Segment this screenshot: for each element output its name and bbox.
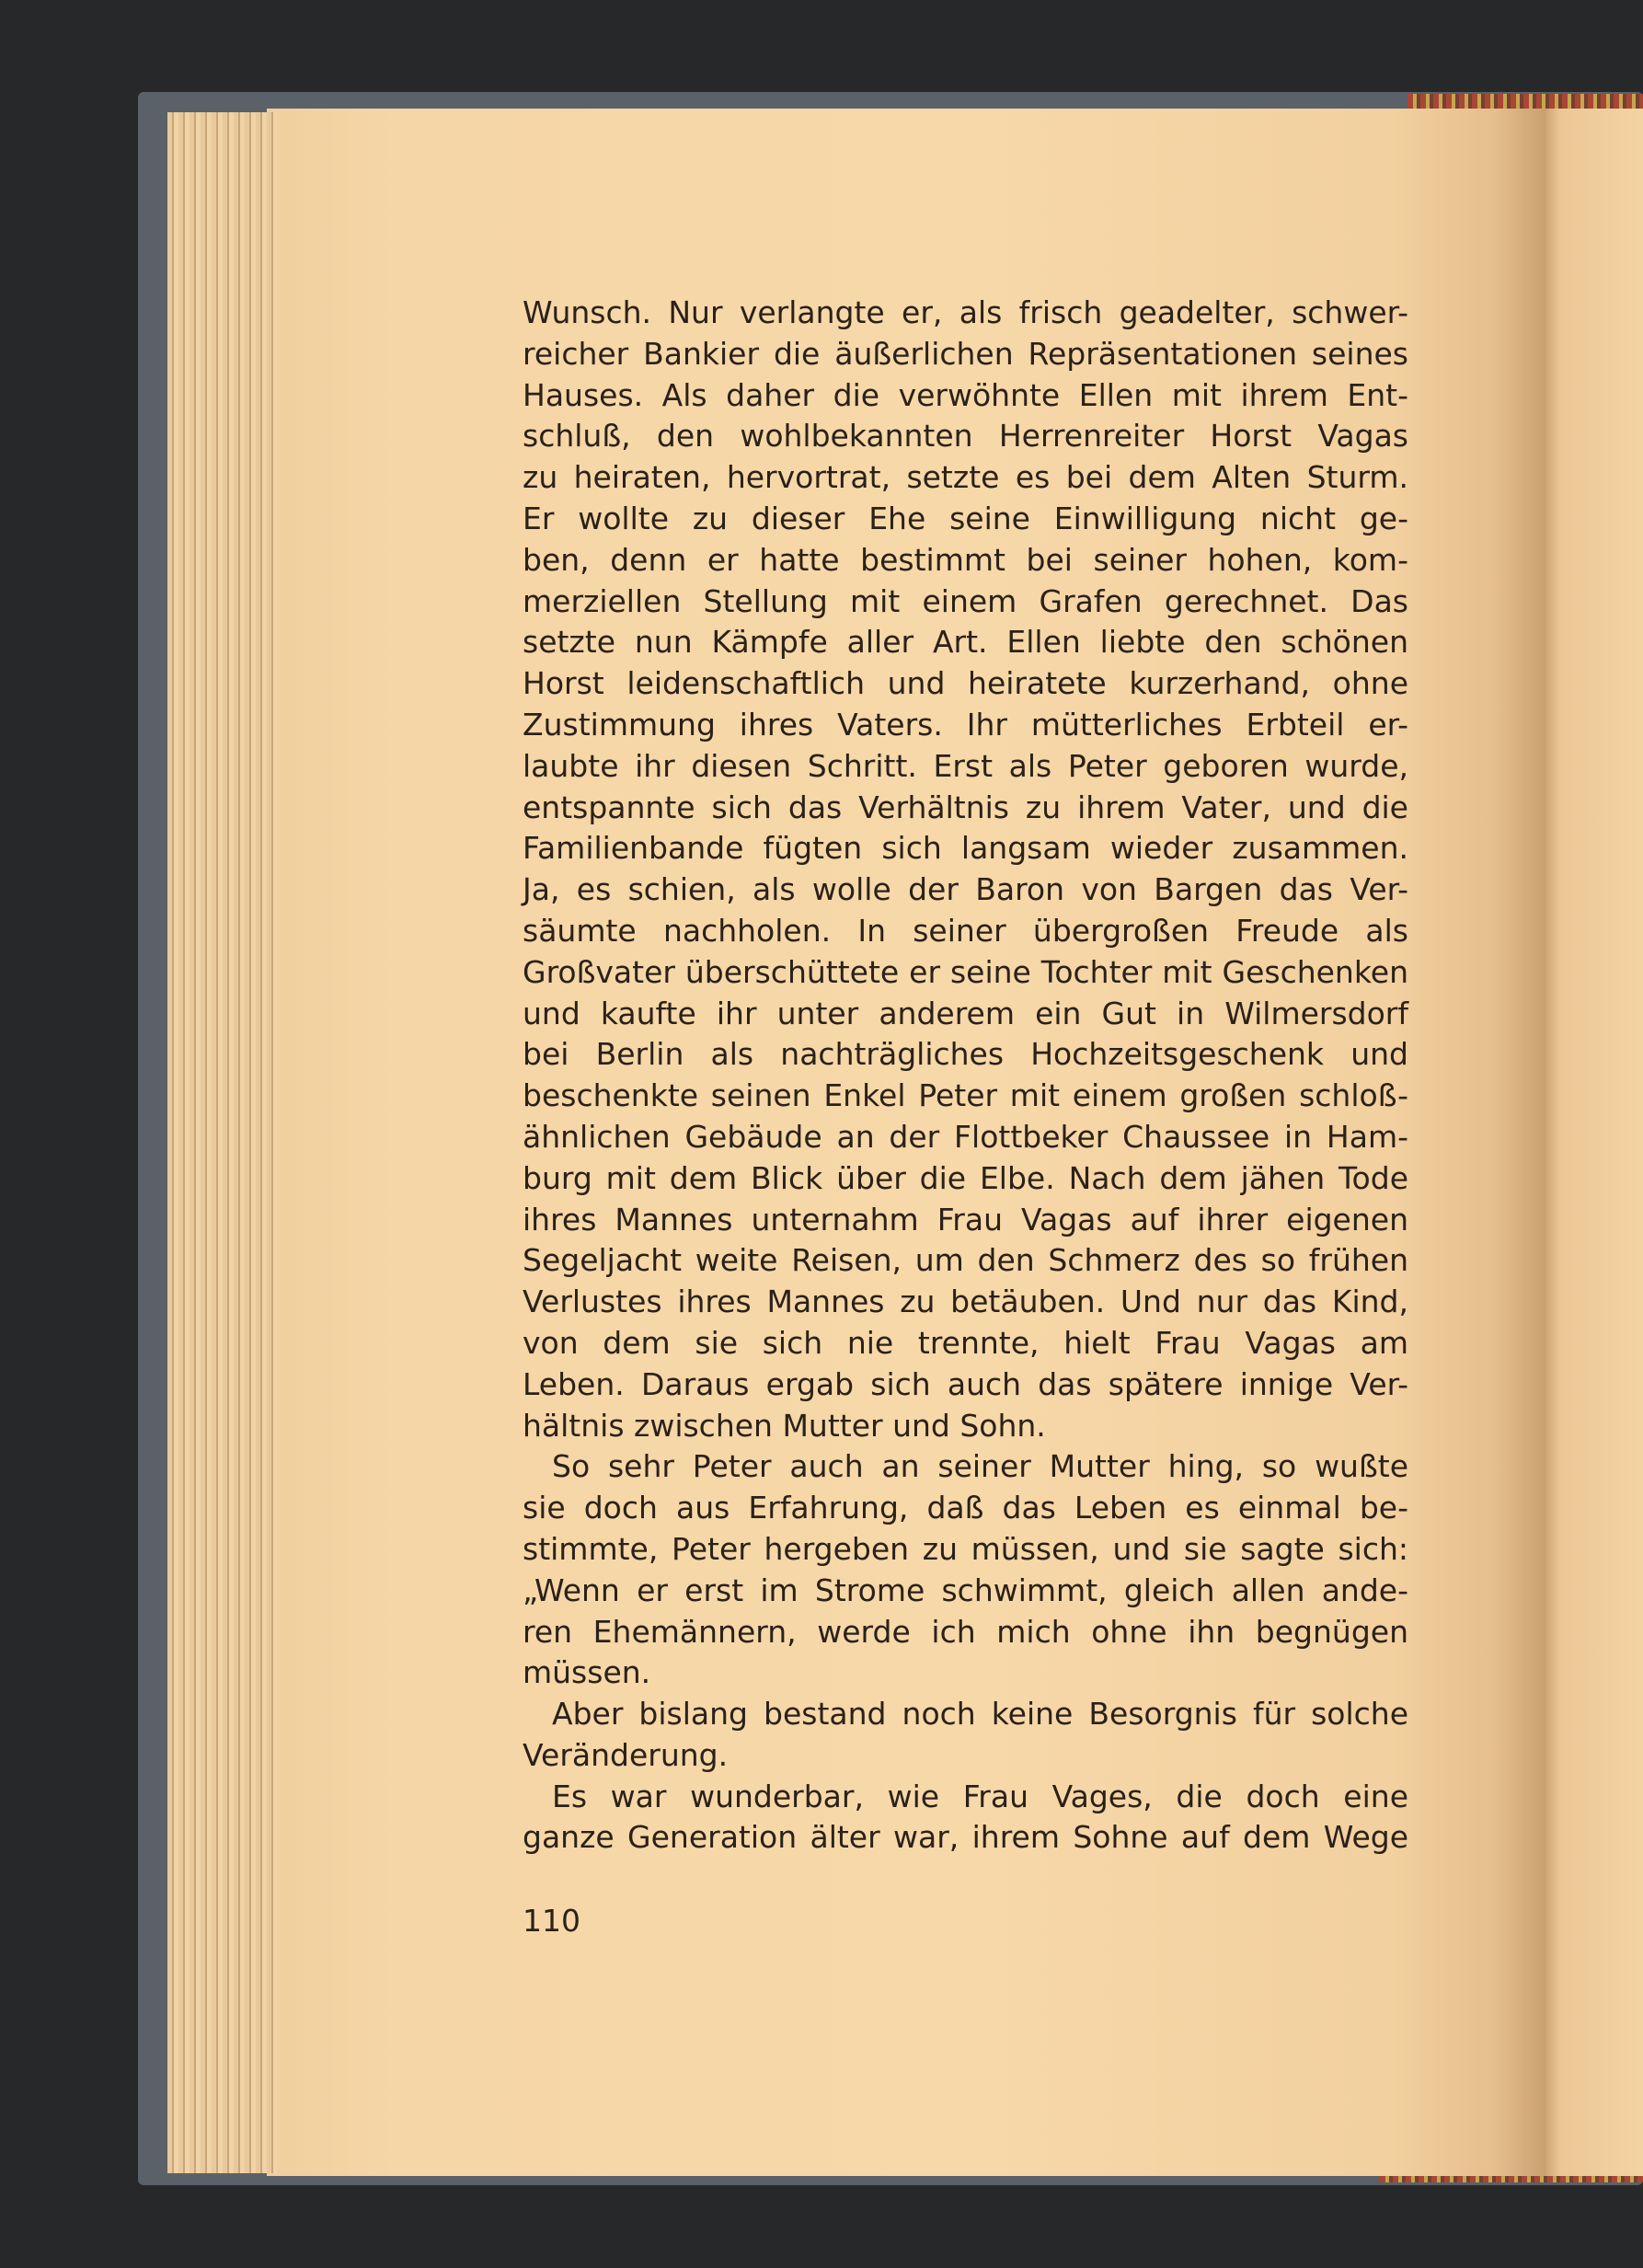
text-line: säumte nachholen. In seiner übergroßen Freude als	[523, 912, 1408, 949]
text-line: setzte nun Kämpfe aller Art. Ellen liebte den schönen	[523, 624, 1408, 661]
text-line: merziellen Stellung mit einem Grafen gerechnet. Das	[523, 582, 1408, 619]
text-line: beschenkte seinen Enkel Peter mit einem großen schloß-	[523, 1077, 1408, 1114]
text-line: stimmte, Peter hergeben zu müssen, und sie sagte sich:	[523, 1530, 1408, 1567]
text-line: So sehr Peter auch an seiner Mutter hing, so wußte	[552, 1448, 1408, 1485]
text-line: Zustimmung ihres Vaters. Ihr mütterliches Erbteil er-	[523, 706, 1408, 743]
text-line: Aber bislang bestand noch keine Besorgnis für solche	[552, 1696, 1408, 1733]
text-line: Er wollte zu dieser Ehe seine Einwilligung nicht ge-	[523, 500, 1408, 536]
text-line: ren Ehemännern, werde ich mich ohne ihn begnügen	[523, 1613, 1408, 1650]
text-line: Es war wunderbar, wie Frau Vages, die doch eine	[552, 1778, 1408, 1814]
text-line: hältnis zwischen Mutter und Sohn.	[523, 1407, 1046, 1444]
text-line: sie doch aus Erfahrung, daß das Leben es einmal be-	[523, 1490, 1408, 1526]
text-line: „Wenn er erst im Strome schwimmt, gleich allen ande-	[523, 1571, 1408, 1608]
text-line: burg mit dem Blick über die Elbe. Nach dem jähen Tode	[523, 1159, 1408, 1196]
text-line: Ja, es schien, als wolle der Baron von Bargen das Ver-	[523, 871, 1408, 908]
text-line: müssen.	[523, 1654, 651, 1691]
text-line: bei Berlin als nachträgliches Hochzeitsgeschenk und	[523, 1036, 1408, 1073]
page-number: 110	[523, 1903, 580, 1939]
text-line: von dem sie sich nie trennte, hielt Frau Vagas am	[523, 1324, 1408, 1361]
text-line: Verlustes ihres Mannes zu betäuben. Und nur das Kind,	[523, 1284, 1408, 1320]
text-line: ben, denn er hatte bestimmt bei seiner hohen, kom-	[523, 541, 1408, 578]
text-line: zu heiraten, hervortrat, setzte es bei dem Alten Sturm.	[523, 459, 1408, 496]
text-line: Familienbande fügten sich langsam wieder zusammen.	[523, 830, 1408, 867]
text-line: laubte ihr diesen Schritt. Erst als Peter geboren wurde,	[523, 747, 1408, 784]
text-line: ihres Mannes unternahm Frau Vagas auf ihrer eigenen	[523, 1201, 1408, 1238]
text-line: schluß, den wohlbekannten Herrenreiter Horst Vagas	[523, 418, 1408, 455]
text-line: reicher Bankier die äußerlichen Repräsentationen seines	[523, 335, 1408, 372]
right-page-edge	[1542, 109, 1643, 2176]
text-line: ganze Generation älter war, ihrem Sohne auf dem Wege	[523, 1819, 1408, 1856]
text-line: ähnlichen Gebäude an der Flottbeker Chaussee in Ham-	[523, 1118, 1408, 1155]
page-block-edges	[167, 112, 278, 2173]
text-line: Veränderung.	[523, 1736, 729, 1773]
page-body-text	[523, 293, 1408, 1859]
text-line: Hauses. Als daher die verwöhnte Ellen mit ihrem Ent-	[523, 376, 1408, 413]
text-line: Horst leidenschaftlich und heiratete kurzerhand, ohne	[523, 665, 1408, 702]
text-line: Leben. Daraus ergab sich auch das spätere innige Ver-	[523, 1365, 1408, 1402]
text-line: und kaufte ihr unter anderem ein Gut in Wilmersdorf	[523, 995, 1408, 1031]
text-line: Segeljacht weite Reisen, um den Schmerz des so frühen	[523, 1242, 1408, 1279]
text-line: entspannte sich das Verhältnis zu ihrem Vater, und die	[523, 789, 1408, 825]
text-line: Wunsch. Nur verlangte er, als frisch geadelter, schwer-	[523, 294, 1408, 330]
text-line: Großvater überschüttete er seine Tochter mit Geschenken	[523, 953, 1408, 990]
